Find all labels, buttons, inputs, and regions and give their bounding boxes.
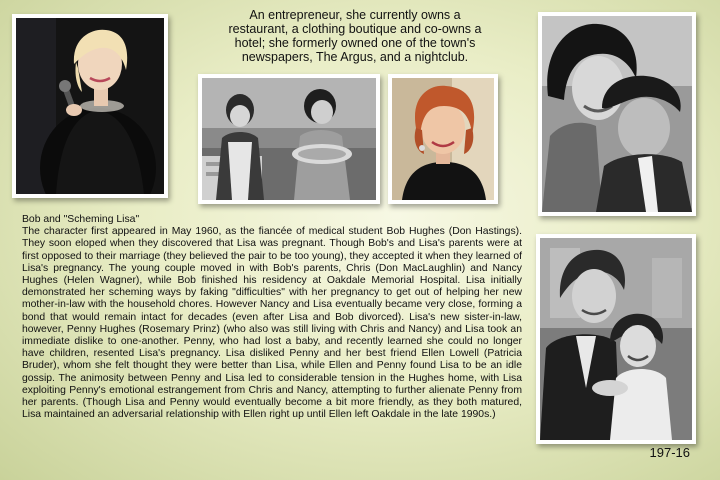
photo-caption: An entrepreneur, she currently owns a restaurant, a clothing boutique and co-owns a hotel; she formerly owned one of the town's newspapers, The Argus, and a nightclub.	[228, 8, 482, 64]
page-number: 197-16	[649, 445, 690, 460]
photo-redhead-woman-portrait	[388, 74, 498, 204]
photo-singer-with-microphone	[12, 14, 168, 198]
article-body: The character first appeared in May 1960, as the fiancée of medical student Bob Hughes (Don Hastings). They soon eloped when they discovered that Lisa was pregnant. Though Bob's and Lisa's parents were at first opposed to their marriage (they believed the pair to be too young), they accepted it when they learned of Lisa's pregnancy. The young couple moved in with Bob's parents, Chris (Don MacLaughlin) and Nancy Hughes (Helen Wagner), while Bob finished his residency at Oakdale Memorial Hospital. Lisa initially demonstrated her scheming ways by faking "difficulties" with her pregnancy to get out of helping her new mother-in-law with the household chores. However Nancy and Lisa eventually became very close, forming a bond that would remain intact for decades (even after Lisa and Bob divorced). Lisa's new sister-in-law, however, Penny Hughes (Rosemary Prinz) (who also was still living with Chris and Nancy) and Lisa took an immediate dislike to one-another. Penny, who had lost a baby, and recently learned she could no longer have children, resented Lisa's pregnancy. Lisa disliked Penny and her best friend Ellen Lowell (Patricia Bruder), whom she felt thought they were better than Lisa, while Ellen and Penny found Lisa to be an idle gossip. The animosity between Penny and Lisa led to considerable tension in the Hughes home, with Lisa exploiting Penny's emotional estrangement from Chris and Nancy, attempting to further alienate Penny from her parents. (Though Lisa and Penny would eventually become a bit more friendly, as they both matured, Lisa maintained an adversarial relationship with Ellen right up until Ellen left Oakdale in the late 1990s.)	[22, 226, 522, 421]
article-heading: Bob and "Scheming Lisa"	[22, 214, 140, 225]
photo-couple-smiling	[536, 234, 696, 444]
photo-two-women-in-kitchen	[198, 74, 380, 204]
photo-couple-embrace	[538, 12, 696, 216]
article-text	[22, 214, 522, 421]
